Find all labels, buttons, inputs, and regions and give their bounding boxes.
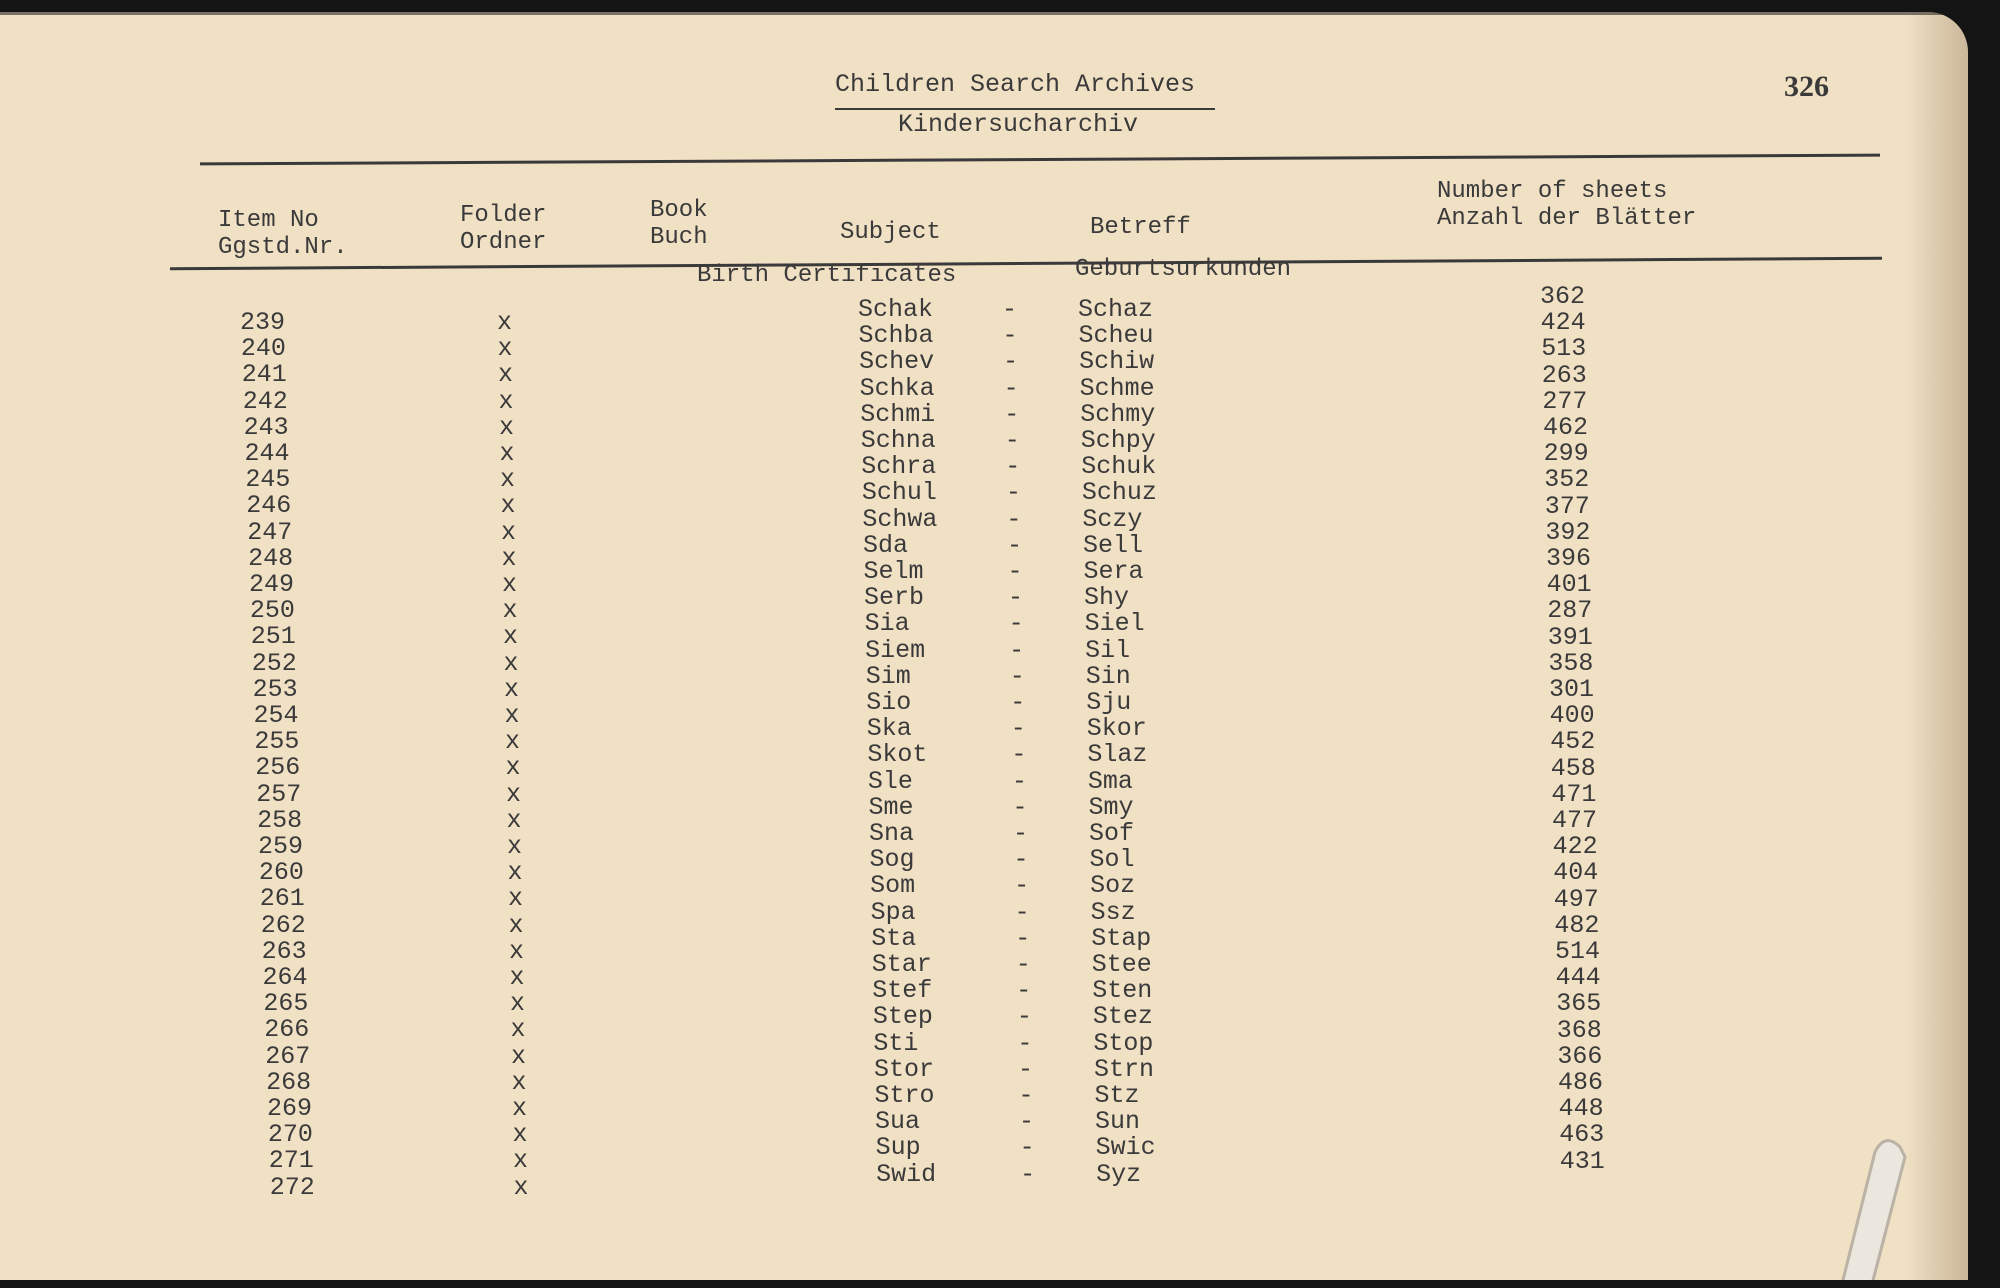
sheet-count: 486 — [1558, 1068, 1604, 1097]
item-number: 253 — [252, 674, 298, 704]
item-number: 246 — [246, 491, 292, 521]
page-edge-shadow — [1905, 12, 1968, 1280]
folder-mark: x — [510, 989, 526, 1019]
subject-range-start: Swid — [876, 1159, 937, 1189]
folder-mark: x — [511, 1067, 527, 1097]
subject-range-start: Step — [872, 1002, 933, 1032]
subject-range-start: Sio — [866, 688, 912, 717]
range-dash: - — [1020, 1159, 1036, 1189]
sheet-count: 471 — [1551, 779, 1597, 809]
sheet-count: 358 — [1548, 648, 1594, 678]
sheet-count: 513 — [1541, 334, 1587, 364]
subject-range-end: Sof — [1089, 819, 1135, 848]
item-number: 250 — [249, 596, 295, 626]
range-dash: - — [1015, 950, 1031, 979]
column-header-book — [650, 197, 708, 251]
range-dash: - — [1011, 740, 1027, 770]
sheet-count: 482 — [1554, 910, 1600, 940]
subject-range-start: Serb — [864, 583, 925, 613]
folder-mark: x — [505, 753, 521, 783]
sheet-count: 277 — [1542, 386, 1588, 416]
sheet-count: 462 — [1543, 413, 1589, 442]
column-header-folder — [460, 202, 546, 256]
item-number: 268 — [266, 1067, 312, 1097]
item-number: 271 — [268, 1146, 314, 1176]
column-sheets-en: Number of sheets — [1437, 178, 1668, 205]
item-number: 257 — [256, 779, 302, 809]
item-number: 265 — [263, 989, 309, 1019]
item-number: 252 — [251, 648, 297, 678]
subject-range-start: Som — [870, 871, 916, 901]
subject-range-end: Slaz — [1087, 740, 1148, 770]
subject-range-end: Sma — [1087, 766, 1133, 796]
sheet-count: 392 — [1545, 517, 1591, 547]
sheet-count: 452 — [1550, 727, 1596, 757]
folder-mark: x — [509, 963, 525, 992]
sheet-count: 458 — [1550, 753, 1596, 783]
folder-mark: x — [498, 360, 514, 390]
item-number: 261 — [259, 884, 305, 914]
page-number: 326 — [1784, 70, 1829, 103]
subject-range-start: Sua — [875, 1107, 921, 1137]
subject-range-start: Siem — [865, 635, 926, 665]
range-dash: - — [1009, 635, 1025, 665]
sheet-count: 263 — [1541, 360, 1587, 390]
range-dash: - — [1004, 399, 1020, 429]
column-item-de: Ggstd.Nr. — [218, 234, 348, 261]
subject-range-end: Stez — [1092, 1002, 1153, 1032]
subject-range-start: Spa — [870, 897, 916, 927]
subject-range-end: Skor — [1086, 714, 1147, 744]
subject-range-end: Stee — [1091, 950, 1152, 979]
folder-mark: x — [512, 1094, 528, 1123]
item-number: 251 — [250, 622, 296, 652]
subject-range-start: Sme — [868, 792, 914, 822]
item-number: 245 — [245, 465, 291, 495]
range-dash: - — [1002, 321, 1018, 351]
subject-range-start: Stef — [872, 976, 933, 1006]
sheet-count: 366 — [1557, 1041, 1603, 1071]
subject-range-start: Sup — [875, 1133, 921, 1163]
range-dash: - — [1015, 923, 1031, 953]
subject-range-end: Sil — [1085, 635, 1131, 665]
folder-mark: x — [508, 884, 524, 914]
folder-mark: x — [507, 832, 523, 861]
subject-range-start: Sta — [871, 923, 917, 953]
folder-mark: x — [502, 570, 518, 599]
subject-range-end: Sin — [1085, 661, 1131, 691]
item-number: 263 — [261, 936, 307, 966]
archive-page — [0, 12, 1968, 1280]
sheet-count: 477 — [1552, 806, 1598, 835]
column-sheets-de: Anzahl der Blätter — [1437, 205, 1697, 232]
range-dash: - — [1008, 583, 1024, 613]
sheet-count: 444 — [1555, 963, 1601, 993]
subject-range-end: Soz — [1090, 871, 1136, 901]
subject-range-end: Sell — [1082, 530, 1143, 560]
header-top-rule — [200, 154, 1880, 166]
sheet-count: 514 — [1555, 937, 1601, 966]
range-dash: - — [1009, 661, 1025, 691]
folder-mark: x — [503, 622, 519, 652]
subject-range-end: Sczy — [1082, 504, 1143, 534]
subject-range-end: Stz — [1094, 1081, 1140, 1110]
column-header-sheets — [1437, 178, 1696, 232]
subject-range-start: Stor — [873, 1054, 934, 1084]
sheet-count: 362 — [1540, 282, 1586, 311]
folder-mark: x — [501, 543, 517, 573]
subject-range-start: Selm — [863, 557, 924, 586]
subject-range-start: Schmi — [860, 399, 936, 429]
range-dash: - — [1019, 1133, 1035, 1163]
sheet-count: 365 — [1556, 989, 1602, 1019]
subject-range-end: Schuk — [1081, 452, 1157, 482]
item-number: 272 — [269, 1172, 315, 1202]
subject-range-end: Smy — [1088, 792, 1134, 822]
item-number: 242 — [242, 386, 288, 416]
item-number: 262 — [260, 910, 306, 940]
sheet-count: 448 — [1558, 1094, 1604, 1124]
range-dash: - — [1012, 792, 1028, 822]
sheet-count: 368 — [1556, 1015, 1602, 1045]
sheet-count: 301 — [1549, 675, 1595, 704]
column-book-en: Book — [650, 197, 708, 224]
sheet-count: 391 — [1547, 622, 1593, 652]
item-number: 269 — [267, 1094, 313, 1123]
folder-mark: x — [506, 805, 522, 835]
folder-mark: x — [512, 1120, 528, 1150]
subject-range-start: Sti — [873, 1028, 919, 1058]
subject-range-start: Schka — [859, 373, 935, 403]
sheet-count: 401 — [1546, 570, 1592, 600]
sheet-count: 299 — [1543, 439, 1589, 469]
range-dash: - — [1014, 897, 1030, 927]
range-dash: - — [1010, 714, 1026, 744]
subject-range-end: Swic — [1095, 1133, 1156, 1163]
sheet-count: 422 — [1552, 832, 1598, 862]
subject-range-end: Schaz — [1078, 295, 1154, 324]
sheet-count: 463 — [1559, 1120, 1605, 1150]
subject-range-end: Sera — [1083, 557, 1144, 586]
item-number: 255 — [254, 727, 300, 757]
item-number: 247 — [247, 517, 293, 547]
folder-mark: x — [503, 648, 519, 678]
folder-mark: x — [510, 1015, 526, 1045]
subject-range-end: Schme — [1079, 373, 1155, 403]
item-number: 241 — [241, 360, 287, 390]
item-number: 249 — [249, 570, 295, 599]
range-dash: - — [1013, 819, 1029, 848]
range-dash: - — [1005, 478, 1021, 508]
subject-range-end: Schpy — [1080, 426, 1156, 455]
subject-range-start: Stro — [874, 1081, 935, 1110]
range-dash: - — [1008, 609, 1024, 639]
subject-range-start: Sim — [865, 661, 911, 691]
subject-range-end: Strn — [1093, 1054, 1154, 1084]
subject-range-start: Schul — [861, 478, 937, 508]
item-number: 256 — [255, 753, 301, 783]
column-header-betreff: Betreff — [1090, 214, 1191, 241]
subject-range-start: Schra — [861, 452, 937, 482]
sheet-count: 287 — [1547, 596, 1593, 626]
item-number: 264 — [262, 963, 308, 992]
item-number: 266 — [264, 1015, 310, 1045]
subject-range-end: Sju — [1086, 688, 1132, 717]
subject-range-end: Syz — [1096, 1159, 1142, 1189]
subject-range-end: Schmy — [1080, 399, 1156, 429]
sheet-count: 497 — [1553, 884, 1599, 914]
item-number: 260 — [258, 858, 304, 888]
subject-range-end: Shy — [1084, 583, 1130, 613]
range-dash: - — [1005, 452, 1021, 482]
sheet-count: 352 — [1544, 465, 1590, 495]
range-dash: - — [1019, 1107, 1035, 1137]
range-dash: - — [1006, 530, 1022, 560]
subject-range-end: Siel — [1084, 609, 1145, 639]
folder-mark: x — [497, 308, 513, 337]
subject-range-start: Sle — [867, 766, 913, 796]
column-header-item — [218, 207, 348, 261]
item-number: 258 — [257, 805, 303, 835]
folder-mark: x — [504, 701, 520, 730]
item-number: 239 — [240, 308, 286, 337]
item-number: 243 — [243, 412, 289, 442]
item-number: 240 — [240, 334, 286, 364]
range-dash: - — [1013, 845, 1029, 875]
subject-range-end: Schuz — [1081, 478, 1157, 508]
range-dash: - — [1011, 766, 1027, 796]
column-header-subject: Subject — [840, 219, 941, 246]
range-dash: - — [1017, 1054, 1033, 1084]
item-number: 248 — [248, 543, 294, 573]
folder-mark: x — [508, 910, 524, 940]
subject-range-start: Schwa — [862, 504, 938, 534]
column-book-de: Buch — [650, 224, 708, 251]
item-number: 259 — [258, 832, 304, 861]
item-number: 244 — [244, 439, 290, 468]
subject-range-start: Sna — [869, 819, 915, 848]
range-dash: - — [1010, 688, 1026, 717]
folder-mark: x — [499, 412, 515, 442]
subject-range-end: Stop — [1093, 1028, 1154, 1058]
folder-mark: x — [500, 491, 516, 521]
range-dash: - — [1006, 504, 1022, 534]
sheet-count: 377 — [1544, 491, 1590, 521]
section-title-de: Geburtsurkunden — [1075, 256, 1292, 283]
subject-range-end: Sun — [1095, 1107, 1141, 1137]
page-title: Children Search Archives — [835, 70, 1196, 99]
folder-mark: x — [513, 1146, 529, 1176]
subject-range-start: Schba — [858, 321, 934, 351]
range-dash: - — [1003, 373, 1019, 403]
subject-range-end: Sten — [1092, 976, 1153, 1006]
range-dash: - — [1017, 1028, 1033, 1058]
folder-mark: x — [498, 386, 514, 416]
folder-mark: x — [509, 936, 525, 966]
column-folder-de: Ordner — [460, 229, 547, 256]
folder-mark: x — [507, 858, 523, 888]
sheet-count: 404 — [1553, 858, 1599, 888]
subject-range-end: Ssz — [1090, 897, 1136, 927]
subject-range-end: Stap — [1091, 923, 1152, 953]
column-item-en: Item No — [218, 207, 319, 234]
subject-range-start: Ska — [866, 714, 912, 744]
range-dash: - — [1007, 557, 1023, 586]
range-dash: - — [1003, 347, 1019, 377]
sheet-count: 396 — [1546, 544, 1592, 573]
folder-mark: x — [504, 674, 520, 704]
range-dash: - — [1014, 871, 1030, 901]
subject-range-end: Sol — [1089, 845, 1135, 875]
range-dash: - — [1002, 295, 1018, 324]
subject-range-start: Star — [871, 950, 932, 979]
folder-mark: x — [511, 1041, 527, 1071]
top-edge-line — [0, 12, 1968, 15]
section-title-en: Birth Certificates — [697, 262, 957, 289]
subject-range-start: Sia — [864, 609, 910, 639]
page-tab-marker — [1800, 1132, 1910, 1280]
subject-range-start: Skot — [867, 740, 928, 770]
subject-range-start: Sda — [862, 530, 908, 560]
subject-range-start: Sog — [869, 845, 915, 875]
folder-mark: x — [500, 465, 516, 495]
item-number: 267 — [265, 1041, 311, 1071]
header-bottom-rule — [170, 257, 1882, 270]
subject-range-end: Schiw — [1079, 347, 1155, 377]
range-dash: - — [1018, 1081, 1034, 1110]
item-number: 254 — [253, 701, 299, 730]
range-dash: - — [1004, 426, 1020, 455]
subject-range-start: Schev — [859, 347, 935, 377]
item-number: 270 — [267, 1120, 313, 1150]
subject-range-end: Scheu — [1078, 321, 1154, 351]
subject-range-start: Schak — [858, 295, 934, 324]
folder-mark: x — [505, 727, 521, 757]
folder-mark: x — [497, 334, 513, 364]
subject-range-start: Schna — [860, 426, 936, 455]
range-dash: - — [1016, 1002, 1032, 1032]
sheet-count: 431 — [1559, 1146, 1605, 1176]
folder-mark: x — [502, 596, 518, 626]
folder-mark: x — [506, 779, 522, 809]
page-subtitle: Kindersucharchiv — [898, 110, 1139, 139]
sheet-count: 424 — [1540, 308, 1586, 338]
folder-mark: x — [501, 517, 517, 547]
sheet-count: 400 — [1549, 701, 1595, 731]
folder-mark: x — [499, 439, 515, 468]
range-dash: - — [1016, 976, 1032, 1006]
folder-mark: x — [513, 1172, 529, 1202]
column-folder-en: Folder — [460, 202, 547, 229]
